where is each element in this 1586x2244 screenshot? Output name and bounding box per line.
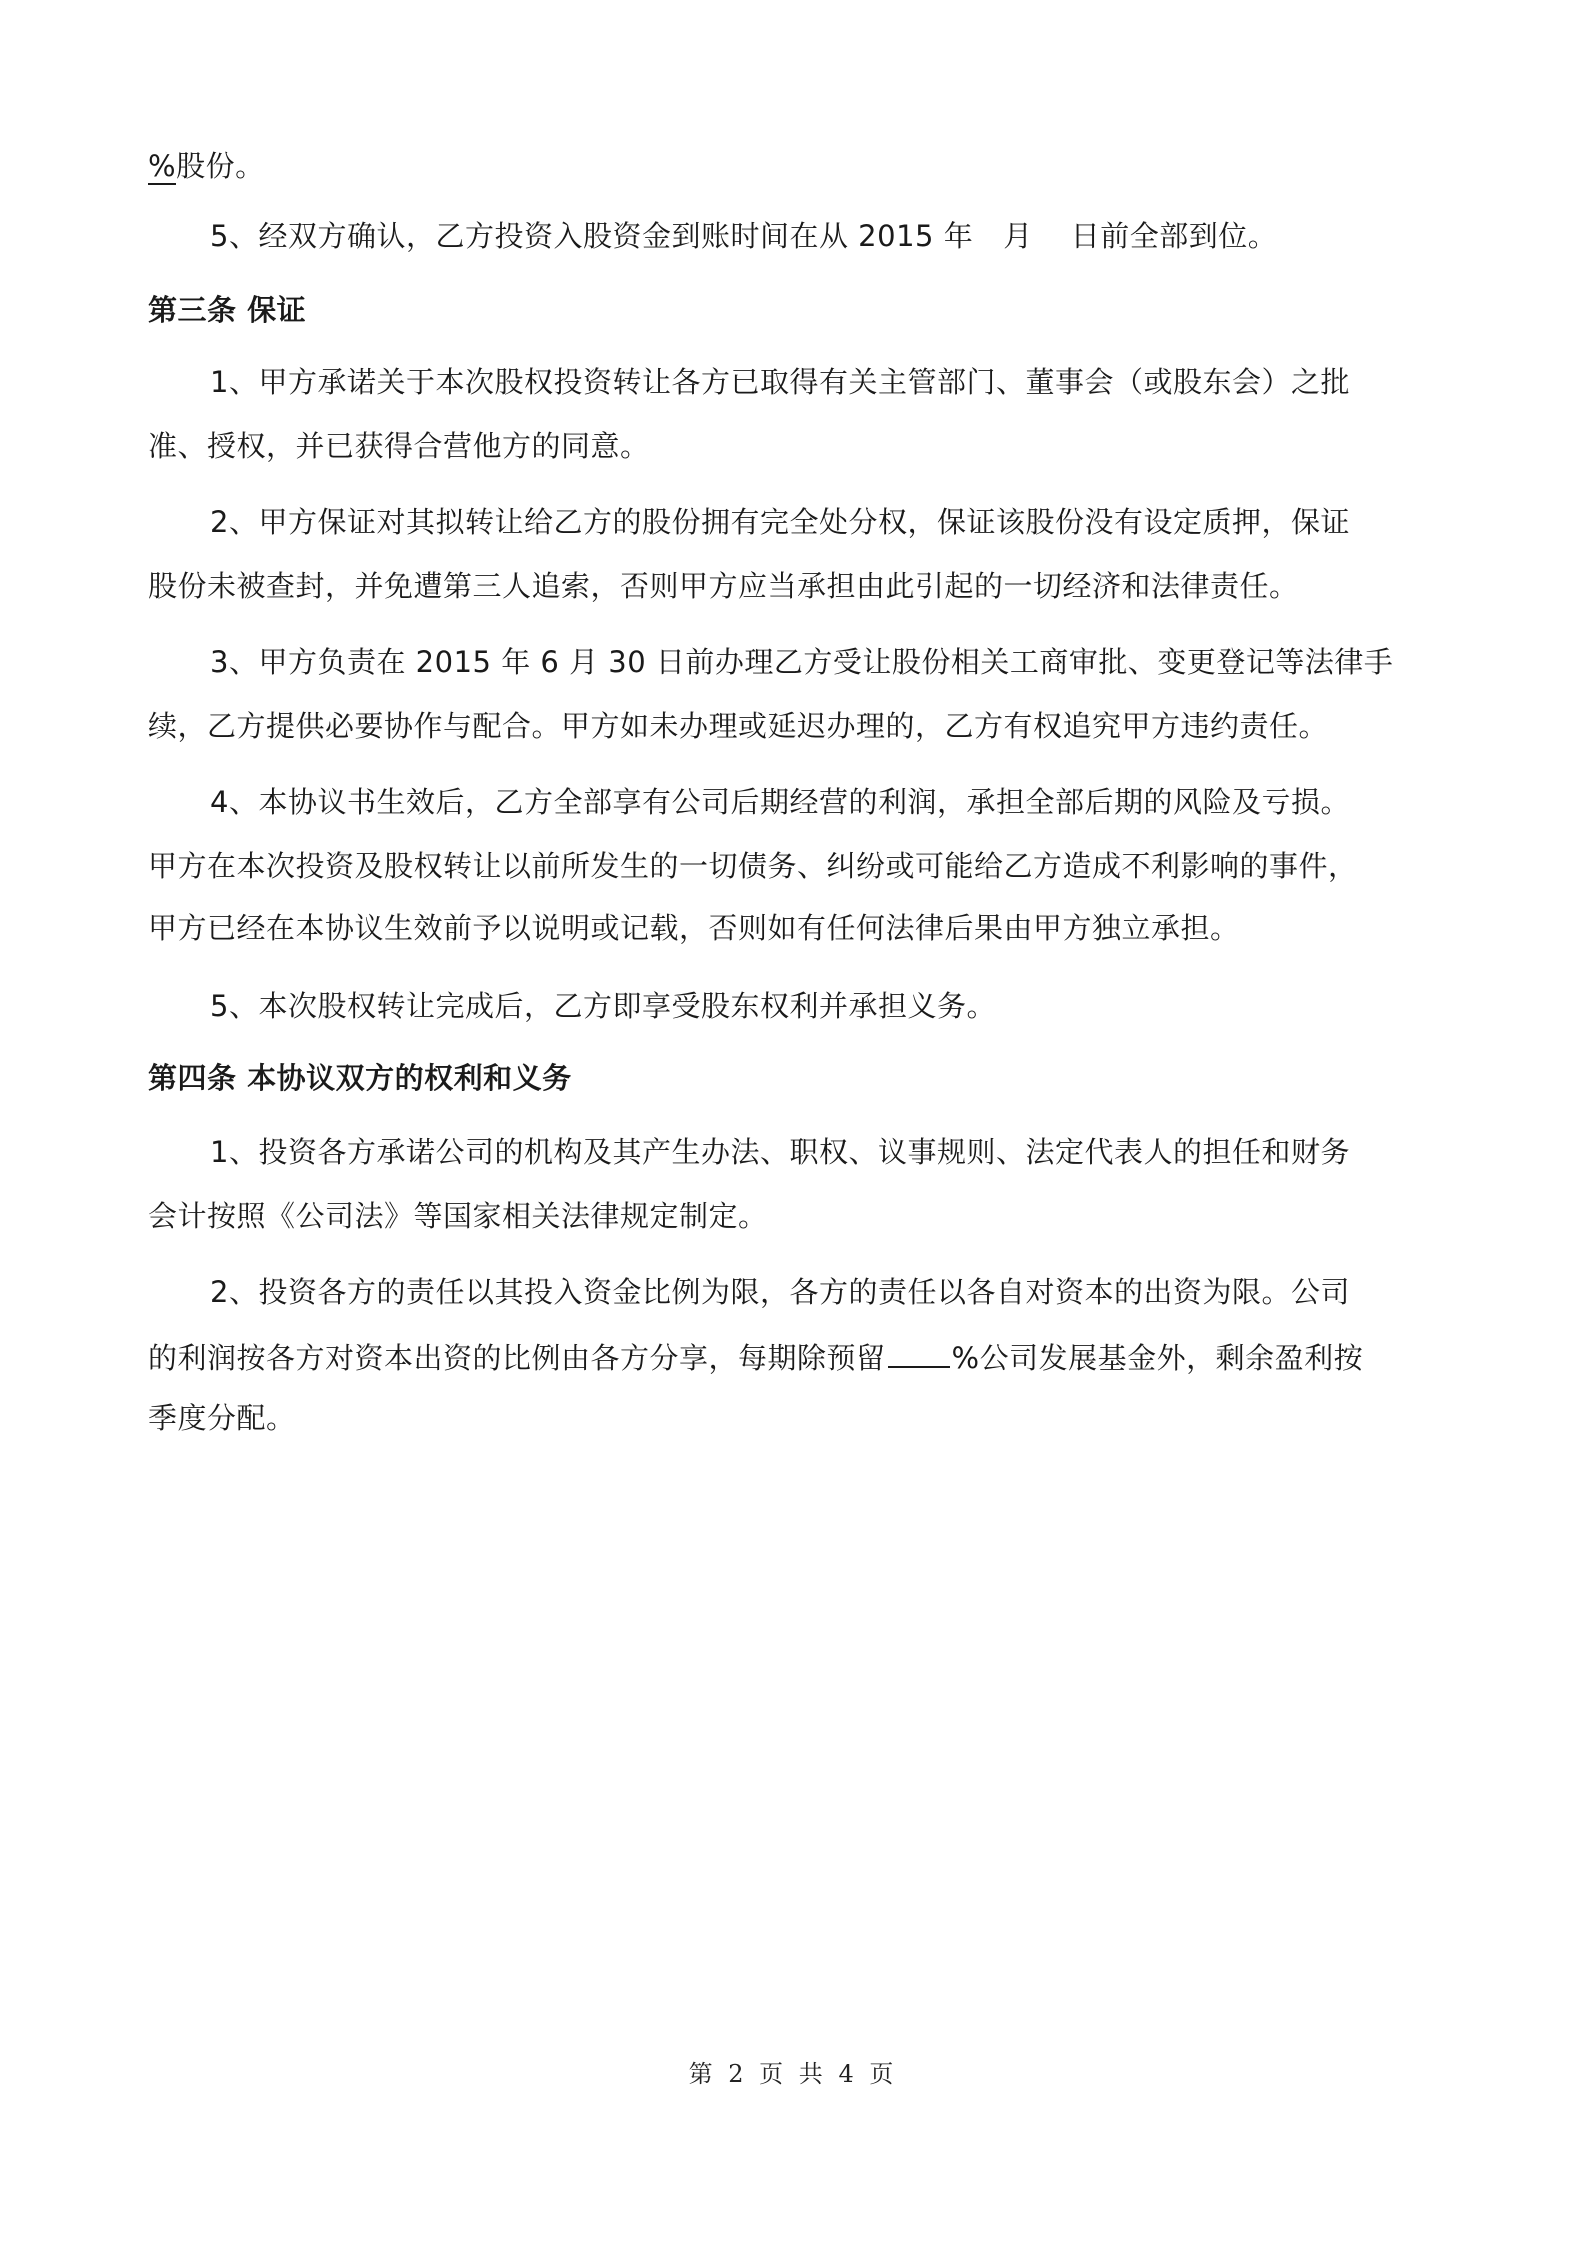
clause-3-4-cont-2: 甲方已经在本协议生效前予以说明或记载，否则如有任何法律后果由甲方独立承担。 xyxy=(148,911,1240,945)
clause-3-4-line: 4、本协议书生效后，乙方全部享有公司后期经营的利润，承担全部后期的风险及亏损。 xyxy=(210,785,1350,819)
clause-4-1-cont: 会计按照《公司法》等国家相关法律规定制定。 xyxy=(148,1199,768,1233)
clause-4-2-line: 2、投资各方的责任以其投入资金比例为限，各方的责任以各自对资本的出资为限。公司 xyxy=(210,1275,1350,1309)
clause-3-1-line: 1、甲方承诺关于本次股权投资转让各方已取得有关主管部门、董事会（或股东会）之批 xyxy=(210,365,1350,399)
clause-3-3-line: 3、甲方负责在 2015 年 6 月 30 日前办理乙方受让股份相关工商审批、变更登记等法律手 xyxy=(210,645,1394,679)
blank-fill-line xyxy=(888,1336,950,1368)
page-number-footer: 第 2 页 共 4 页 xyxy=(688,2060,898,2088)
clause-3-1-cont: 准、授权，并已获得合营他方的同意。 xyxy=(148,429,650,463)
paragraph-line: %股份。 xyxy=(148,149,265,183)
clause-4-2-cont-2: 季度分配。 xyxy=(148,1401,296,1435)
clause-2-5-line: 5、经双方确认，乙方投资入股资金到账时间在从 2015 年 月 日前全部到位。 xyxy=(210,219,1278,253)
section-heading-3: 第三条 保证 xyxy=(148,293,307,327)
clause-4-2-cont-1: 的利润按各方对资本出资的比例由各方分享，每期除预留 %公司发展基金外，剩余盈利按 xyxy=(148,1336,1363,1378)
clause-3-3-cont: 续，乙方提供必要协作与配合。甲方如未办理或延迟办理的，乙方有权追究甲方违约责任。 xyxy=(148,709,1329,743)
clause-3-2-line: 2、甲方保证对其拟转让给乙方的股份拥有完全处分权，保证该股份没有设定质押，保证 xyxy=(210,505,1350,539)
underlined-percent: % xyxy=(148,149,177,183)
clause-4-1-line: 1、投资各方承诺公司的机构及其产生办法、职权、议事规则、法定代表人的担任和财务 xyxy=(210,1135,1350,1169)
clause-3-4-cont-1: 甲方在本次投资及股权转让以前所发生的一切债务、纠纷或可能给乙方造成不利影响的事件， xyxy=(148,849,1358,883)
clause-3-5-line: 5、本次股权转让完成后，乙方即享受股东权利并承担义务。 xyxy=(210,989,996,1023)
section-heading-4: 第四条 本协议双方的权利和义务 xyxy=(148,1061,572,1095)
clause-3-2-cont: 股份未被查封，并免遭第三人追索，否则甲方应当承担由此引起的一切经济和法律责任。 xyxy=(148,569,1299,603)
